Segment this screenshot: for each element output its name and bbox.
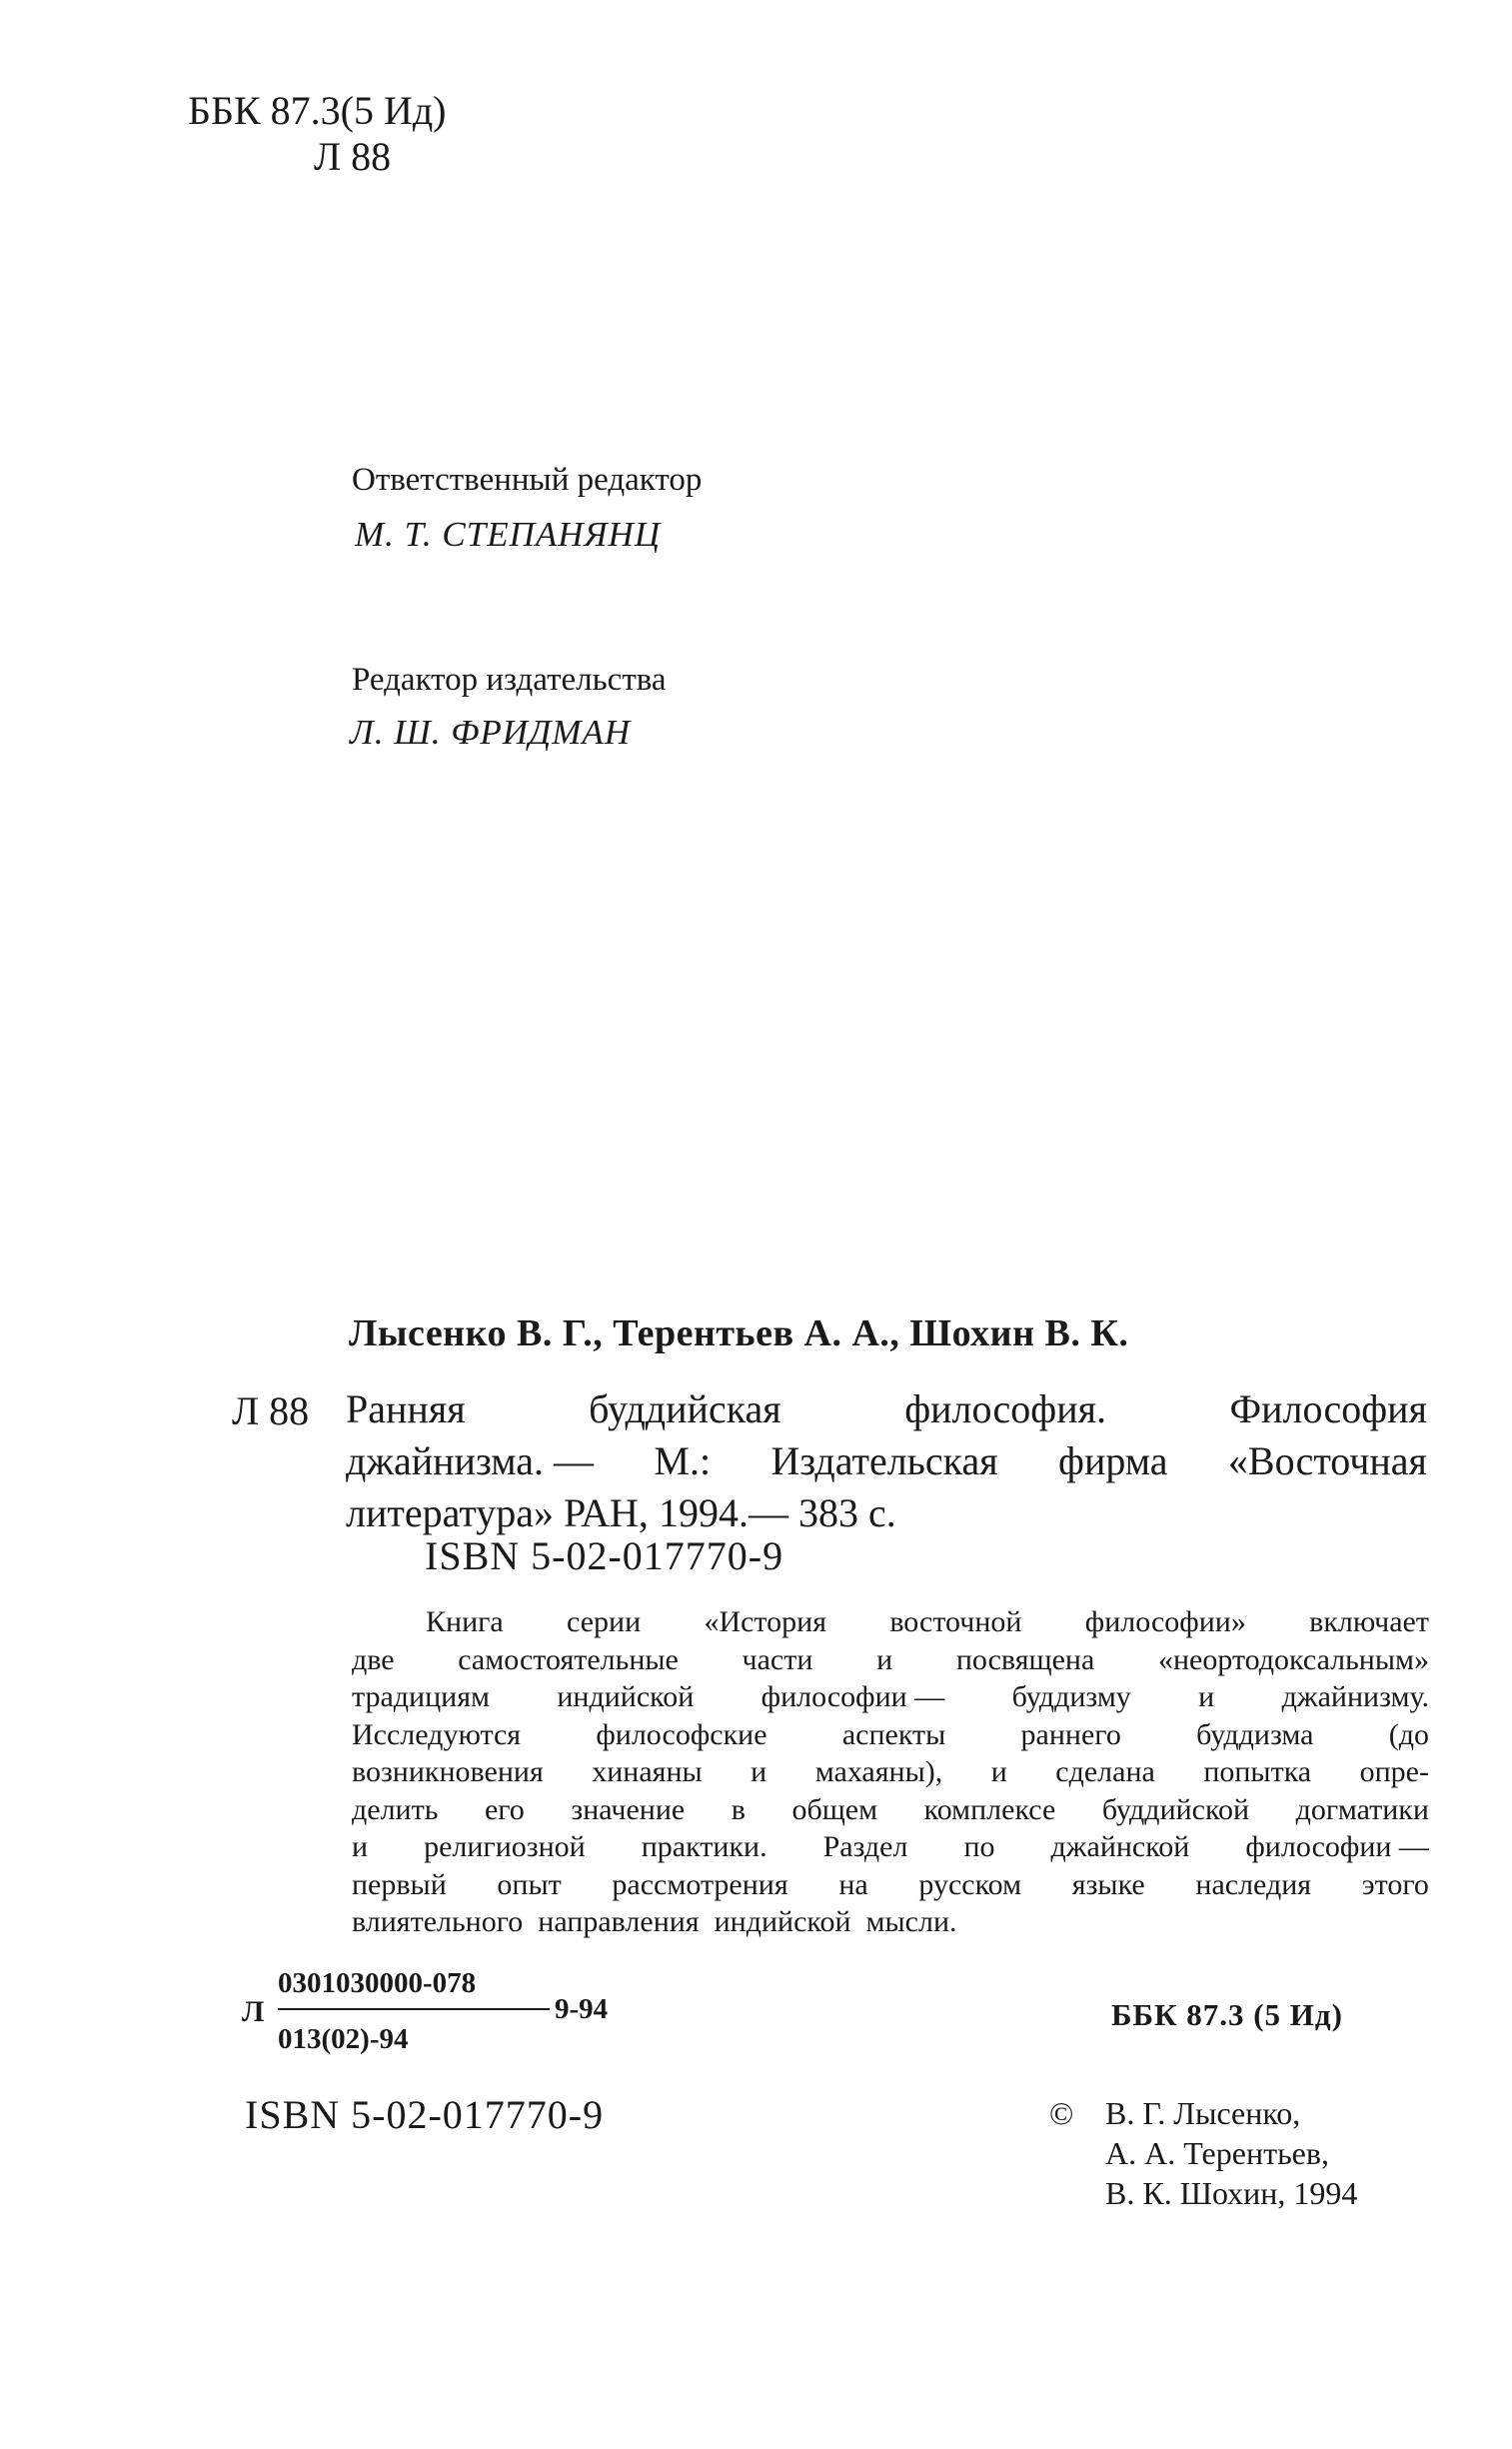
- annotation-line: влиятельного направления индийской мысли.: [352, 1905, 957, 1938]
- bibliographic-description: [346, 1383, 1427, 1539]
- publishing-editor-name: Л. Ш. ФРИДМАН: [350, 713, 632, 752]
- bib-line: джайнизма. — М.: Издательская фирма «Восточная: [346, 1438, 1427, 1483]
- copyright-holder: В. Г. Лысенко,: [1105, 2095, 1301, 2131]
- annotation-line: делить его значение в общем комплексе буддийской догматики: [352, 1792, 1429, 1826]
- isbn-inline: ISBN 5-02-017770-9: [425, 1533, 784, 1578]
- index-letter: Л: [242, 1995, 265, 2028]
- responsible-editor-label: Ответственный редактор: [352, 462, 703, 498]
- responsible-editor-name: М. Т. СТЕПАНЯНЦ: [355, 515, 662, 554]
- classification-block: [188, 88, 447, 180]
- annotation-line: Исследуются философские аспекты раннего буддизма (до: [352, 1717, 1429, 1751]
- isbn-bottom: ISBN 5-02-017770-9: [245, 2092, 605, 2137]
- bib-line: литература» РАН, 1994.— 383 с.: [346, 1490, 896, 1535]
- authors-heading: Лысенко В. Г., Терентьев А. А., Шохин В. К.: [349, 1312, 1129, 1354]
- annotation-line: Книга серии «История восточной философии» включает: [426, 1605, 1429, 1638]
- bbk-code-top: ББК 87.3(5 Ид): [188, 88, 447, 133]
- bib-line: Ранняя буддийская философия. Философия: [346, 1386, 1427, 1431]
- fraction-bar: [278, 2008, 550, 2010]
- annotation-line: первый опыт рассмотрения на русском языке наследия этого: [352, 1867, 1429, 1901]
- annotation-line: традициям индийской философии — буддизму и джайнизму.: [352, 1680, 1429, 1713]
- publishing-editor-label: Редактор издательства: [352, 662, 667, 698]
- copyright-block: [1049, 2093, 1357, 2213]
- copyright-icon: ©: [1049, 2095, 1074, 2131]
- annotation-line: две самостоятельные части и посвящена «неортодоксальным»: [352, 1642, 1429, 1676]
- copyright-holder: А. А. Терентьев,: [1105, 2135, 1329, 2171]
- index-numerator: 0301030000-078: [278, 1967, 477, 1999]
- annotation-line: и религиозной практики. Раздел по джайнской философии —: [352, 1830, 1429, 1863]
- index-suffix: 9-94: [555, 1993, 609, 2025]
- bbk-code-bottom: ББК 87.3 (5 Ид): [1111, 1997, 1343, 2032]
- index-denominator: 013(02)-94: [278, 2023, 409, 2055]
- copyright-holder: В. К. Шохин, 1994: [1105, 2175, 1358, 2211]
- annotation-line: возникновения хинаяны и махаяны), и сделана попытка опре-: [352, 1755, 1429, 1788]
- author-mark-top: Л 88: [314, 134, 392, 179]
- author-mark: Л 88: [232, 1388, 310, 1433]
- annotation: [352, 1603, 1429, 1941]
